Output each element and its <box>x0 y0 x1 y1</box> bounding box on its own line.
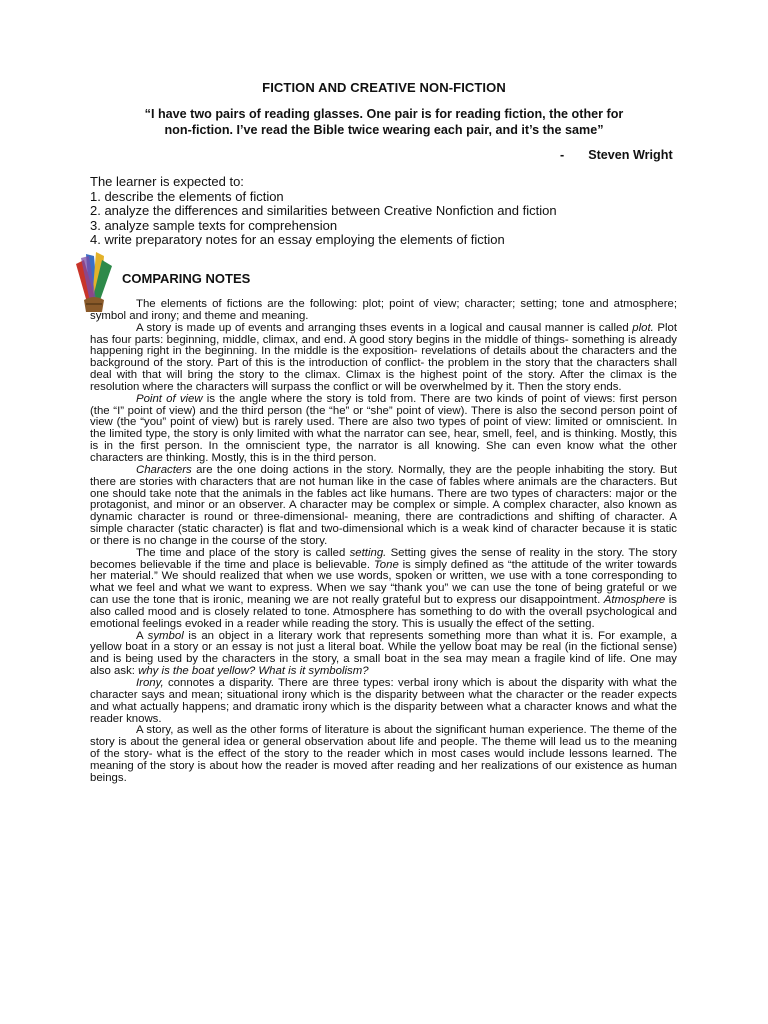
body-paragraph <box>90 725 677 784</box>
body-text <box>90 299 677 785</box>
emphasized-term: Characters <box>136 463 192 476</box>
paragraph-text: is simply defined as “the attitude of the writer towards her material.” We should realized that when we use words, spoken or written, we use with a tone corresponding to what we feel and what we want to express. When we say “thank you” we can use the tone of being grateful or we can use the tone that is ironic, meaning we are not really grateful but to express our disappointment. <box>90 558 677 607</box>
paragraph-text: The time and place of the story is called <box>136 546 350 559</box>
paragraph-text: A story, as well as the other forms of literature is about the significant human experience. The theme of the story is about the general idea or general observation about life and people. The theme will lead us to the meaning of the story- what is the effect of the story to the reader which in most cases would include lessons learned. The meaning of the story is about how the reader is moved after reading and her realizations of our existence as human beings. <box>90 724 677 784</box>
emphasized-term: setting. <box>349 546 387 559</box>
emphasized-term: Atmosphere <box>603 594 666 607</box>
learning-objectives <box>90 175 557 248</box>
paragraph-text: A story is made up of events and arranging thses events in a logical and causal manner is called <box>136 321 633 334</box>
body-paragraph <box>90 548 677 631</box>
objective-item: 2. analyze the differences and similarities between Creative Nonfiction and fiction <box>90 203 557 219</box>
paragraph-text: is an object in a literary work that represents something more than what it is. For example, a yellow boat in a story or an essay is not just a literal boat. While the yellow boat may be real (in the fictional sense) and is being used by the characters in the story, a small boat in the sea may mean a fragile kind of life. One may also ask: <box>90 629 677 678</box>
body-paragraph <box>90 394 677 465</box>
emphasized-term: Tone <box>373 558 399 571</box>
paragraph-text: are the one doing actions in the story. Normally, they are the people inhabiting the story. But there are stories with characters that are not human like in the case of fables where animals are the characters. But one should take note that the animals in the fables act like humans. There are two types of characters: major or the protagonist, and minor or an observer. A character may be complex or simple. A complex character, also known as dynamic character is round or three-dimensional- meaning, there are contradictions and shifting of character. A simple character (static character) is flat and two-dimensional which is a weak kind of character because it is static or there is no change in the course of the story. <box>90 463 677 547</box>
body-paragraph <box>90 678 677 725</box>
emphasized-term: why is the boat yellow? What is it symbolism? <box>138 665 369 678</box>
emphasized-term: plot. <box>632 321 654 334</box>
body-paragraph <box>90 323 677 394</box>
body-paragraph <box>90 299 677 323</box>
paragraph-text: connotes a disparity. There are three types: verbal irony which is about the disparity with what the character says and mean; situational irony which is the disparity between what the character or the reader expects and what actually happens; and dramatic irony which is the disparity between what a character knows and what the reader knows. <box>90 677 677 725</box>
objective-item: 4. write preparatory notes for an essay employing the elements of fiction <box>90 232 505 248</box>
attribution-dash: - <box>560 148 565 162</box>
page-title: FICTION AND CREATIVE NON-FICTION <box>262 80 506 95</box>
paragraph-text: The elements of fictions are the following: plot; point of view; character; setting; tone and atmosphere; symbol and irony; and theme and meaning. <box>90 298 677 322</box>
emphasized-term: Point of view <box>136 392 203 405</box>
emphasized-term: symbol <box>147 629 184 642</box>
epigraph-quote: “I have two pairs of reading glasses. One pair is for reading fiction, the other for non-fiction. I’ve read the Bible twice wearing each pair, and it’s the same” <box>144 107 624 137</box>
body-paragraph <box>90 631 677 678</box>
emphasized-term: Irony, <box>136 677 164 689</box>
paragraph-text: Plot has four parts: beginning, middle, climax, and end. A good story begins in the middle of things- something is already happening right in the beginning. In the middle is the exposition- revelations of details about the characters and the background of the story. Part of this is the introduction of conflict- the problem in the story that the characters shall deal with that will bring the story to the climax. Climax is the highest point of the story. After the climax is the resolution where the characters will surpass the conflict or will be overwhelmed by it. Then the story ends. <box>90 321 677 393</box>
section-heading: COMPARING NOTES <box>122 271 251 286</box>
paragraph-text: is the angle where the story is told from. There are two kinds of point of views: first person (the “I” point of view) and the third person (the “he” or “she” point of view). There is also the second person point of view (the “you” point of view) but is rarely used. There are also two types of point of view: limited or omniscient. In the limited type, the story is only limited with what the narrator can see, hear, smell, feel, and is thinking. Mostly, this is in the first person. In the omniscient type, the narrator is all knowing. She can even know what the other characters are thinking. Mostly, this is in the third person. <box>90 392 677 464</box>
paragraph-text: Setting gives the sense of reality in the story. The story becomes believable if the time and place is believable. <box>90 546 677 571</box>
body-paragraph <box>90 465 677 548</box>
paragraph-text: is also called mood and is closely related to tone. Atmosphere has something to do with the overall psychological and emotional feelings evoked in a reader while reading the story. This is usually the effect of the setting. <box>90 594 677 630</box>
objective-item: 3. analyze sample texts for comprehension <box>90 217 338 233</box>
paragraph-text: A <box>136 629 148 642</box>
objective-item: 1. describe the elements of fiction <box>90 188 284 204</box>
quote-attribution <box>560 148 673 162</box>
objectives-intro: The learner is expected to: <box>90 174 244 189</box>
attribution-name: Steven Wright <box>588 148 673 162</box>
